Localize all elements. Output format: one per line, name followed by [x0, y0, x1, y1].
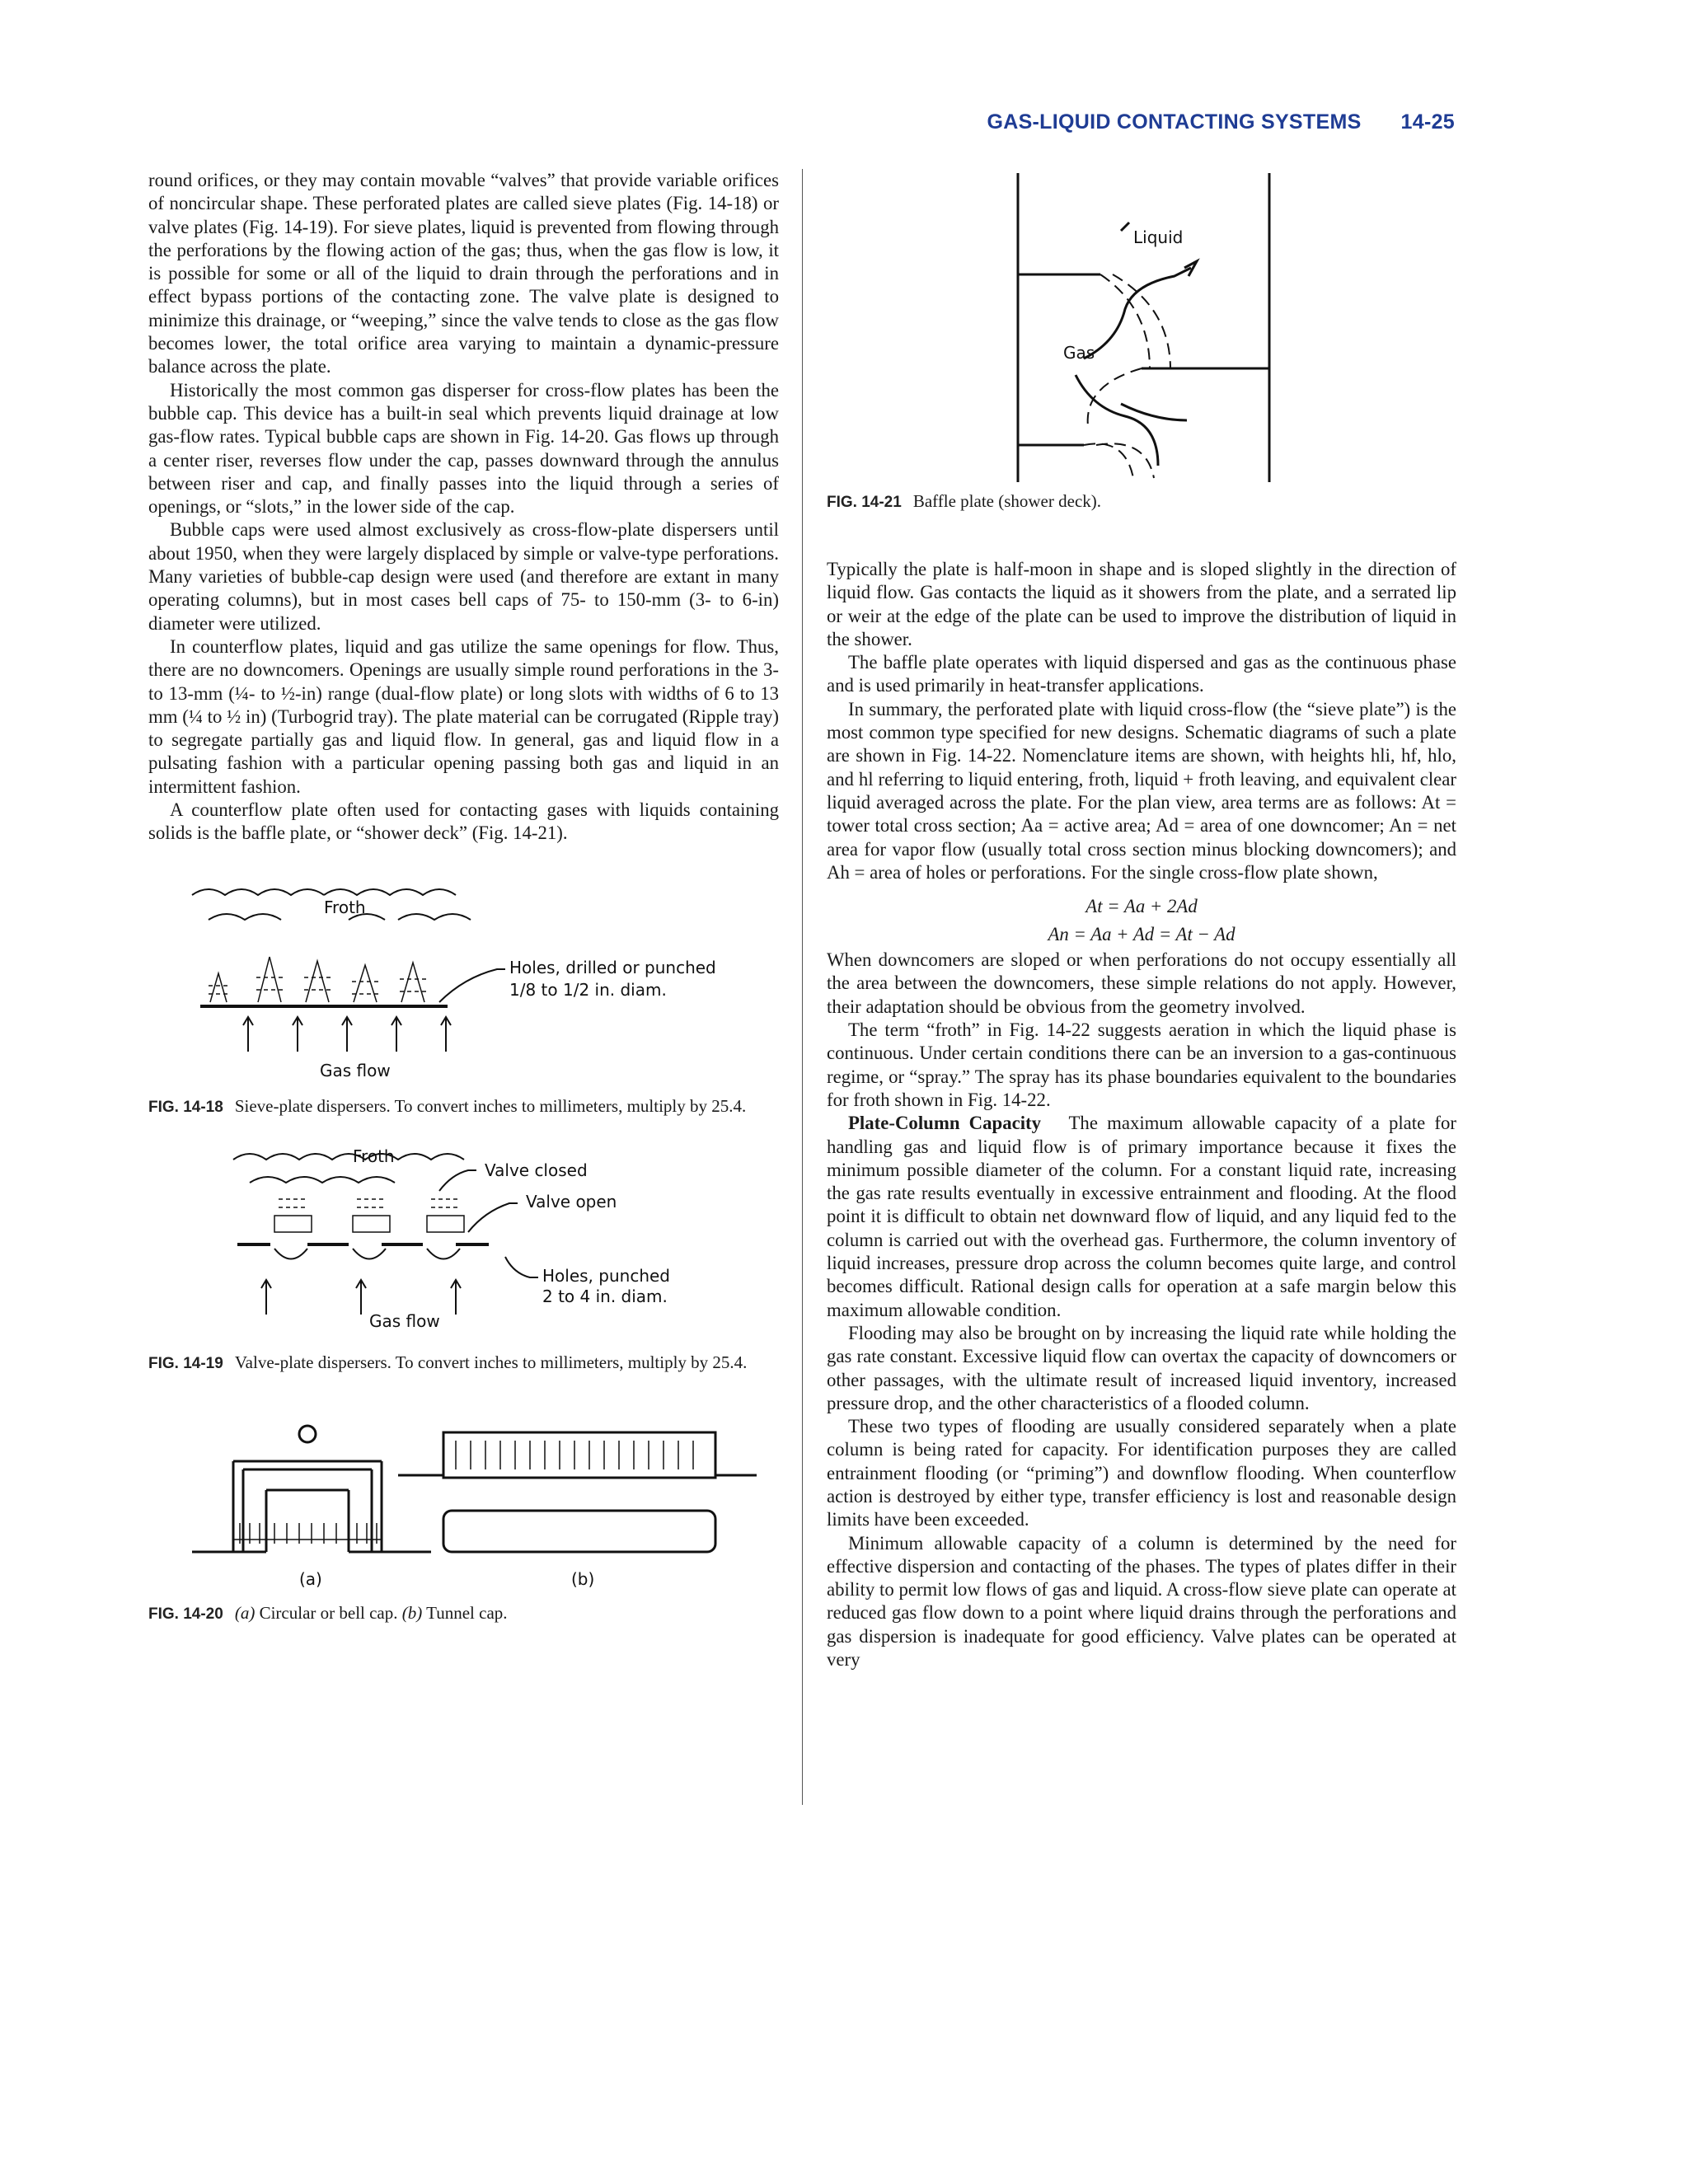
paragraph-text: The maximum allowable capacity of a plate for handling gas and liquid flow is of primary importance because it fixes the minimum possible diameter of the column. For a constant liquid rate, increasing the gas rate results eventually in excessive entrainment and flooding. At the flood point it is difficult to obtain net downward flow of liquid, and any liquid fed to the column is carried out with the overhead gas. Furthermore, the column inventory of liquid increases, pressure drop across the column becomes quite large, and control becomes difficult. Rational design calls for operation at a safe margin below this maximum allowable condition.: [827, 1113, 1456, 1320]
caption-text: Baffle plate (shower deck).: [912, 491, 1102, 511]
caption-part-b: (b): [401, 1602, 423, 1623]
paragraph: When downcomers are sloped or when perforations do not occupy essentially all the area between the downcomers, these simple relations do not apply. However, their adaptation should be obvious from the geometry involved.: [827, 949, 1456, 1017]
paragraph: Historically the most common gas disperser for cross-flow plates has been the bubble cap. This device has a built-in seal which prevents liquid drainage at low gas-flow rates. Typical bubble caps are shown in Fig. 14-20. Gas flows up through a center riser, reverses flow under the cap, passes downward through the annulus between riser and cap, and finally passes into the liquid through a series of openings, or “slots,” in the lower side of the cap.: [148, 379, 779, 518]
sub-label-a: (a): [298, 1568, 322, 1589]
paragraph: Typically the plate is half-moon in shape and is sloped slightly in the direction of liquid flow. Gas contacts the liquid as it showers from the plate, and a serrated lip or weir at the edge of the plate can be used to improve the distribution of liquid in the shower.: [827, 559, 1456, 649]
paragraph: Bubble caps were used almost exclusively as cross-flow-plate dispersers until about 1950, when they were largely displaced by simple or valve-type perforations. Many varieties of bubble-cap design were used (and therefore are extant in many operating columns), but in most cases bell caps of 75- to 150-mm (3- to 6-in) diameter were utilized.: [148, 519, 779, 634]
paragraph: round orifices, or they may contain movable “valves” that provide variable orifices of noncircular shape. These perforated plates are called sieve plates (Fig. 14-18) or valve plates (Fig. 14-19). For sieve plates, liquid is prevented from flowing through the perforations by the flowing action of the gas; thus, when the gas flow is low, it is possible for some or all of the liquid to drain through the perforations and in effect bypass portions of the contacting zone. The valve plate is designed to minimize this drainage, or “weeping,” since the valve tends to close as the gas flow becomes lower, the total orifice area varying to maintain a dynamic-pressure balance across the plate.: [148, 170, 779, 377]
valve-closed-label: Valve closed: [484, 1160, 588, 1180]
paragraph: Minimum allowable capacity of a column is determined by the need for effective dispersion and contacting of the phases. The types of plates differ in their ability to permit low flows of gas and liquid. A cross-flow sieve plate can operate at reduced gas flow down to a point where liquid drains through the perforations and gas dispersion is inadequate for good efficiency. Valve plates can be operated at very: [827, 1532, 1456, 1671]
figure-caption: [148, 1602, 779, 1625]
figure-caption: [827, 490, 1456, 513]
left-column: [148, 169, 779, 1625]
figure-caption: [148, 1095, 779, 1118]
figure-label: FIG. 14-21: [827, 494, 902, 511]
figure-label: FIG. 14-18: [148, 1098, 223, 1116]
froth-label: Froth: [323, 897, 366, 917]
liquid-label: Liquid: [1133, 227, 1184, 247]
caption-text-b: Tunnel cap.: [426, 1602, 508, 1623]
caption-text: Valve-plate dispersers. To convert inches to millimeters, multiply by 25.4.: [234, 1352, 748, 1372]
holes-label: Holes, drilled or punched: [509, 957, 716, 977]
froth-label: Froth: [352, 1146, 395, 1166]
right-column: [827, 169, 1456, 1671]
paragraph: In counterflow plates, liquid and gas utilize the same openings for flow. Thus, there are no downcomers. Openings are usually simple round perforations in the 3- to 13-mm (¼- to ½-in) range (dual-flow plate) or long slots with widths of 6 to 13 mm (¼ to ½ in) (Turbogrid tray). The plate material can be corrugated (Ripple tray) to segregate partially gas and liquid flow. In general, gas and liquid flow in a pulsating fashion with a particular opening passing both gas and liquid in an intermittent fashion.: [148, 635, 779, 797]
page-header: [824, 105, 1455, 138]
valve-open-label: Valve open: [525, 1191, 617, 1212]
gas-flow-label: Gas flow: [319, 1060, 391, 1080]
holes-size-label: 2 to 4 in. diam.: [542, 1286, 668, 1306]
holes-size-label: 1/8 to 1/2 in. diam.: [509, 979, 667, 1000]
sub-label-b: (b): [570, 1568, 594, 1589]
paragraph: These two types of flooding are usually considered separately when a plate column is being rated for capacity. For identification purposes they are called entrainment flooding (or “priming”) and downflow flooding. When counterflow action is destroyed by either type, transfer efficiency is lost and reasonable design limits have been exceeded.: [827, 1416, 1456, 1530]
equation-1: At = Aa + 2Ad: [1085, 896, 1198, 917]
column-divider: [802, 169, 803, 1805]
caption-text: Sieve-plate dispersers. To convert inches to millimeters, multiply by 25.4.: [234, 1095, 747, 1116]
run-in-heading: Plate-Column Capacity: [848, 1113, 1042, 1134]
holes-label: Holes, punched: [542, 1265, 670, 1286]
figure-14-20-bubble-caps: [159, 1399, 769, 1597]
figure-label: FIG. 14-20: [148, 1605, 223, 1623]
paragraph: In summary, the perforated plate with liquid cross-flow (the “sieve plate”) is the most common type specified for new designs. Schematic diagrams of such a plate are shown in Fig. 14-22. Nomenclature items are shown, with heights hli, hf, hlo, and hl referring to liquid entering, froth, liquid + froth leaving, and equivalent clear liquid averaged across the plate. For the plan view, area terms are as follows: At = tower total cross section; Aa = active area; Ad = area of one downcomer; An = net area for vapor flow (usually total cross section minus blocking downcomers); and Ah = area of holes or perforations. For the single cross-flow plate shown,: [827, 698, 1456, 883]
figure-14-18-sieve-plate: [159, 870, 769, 1089]
paragraph: Flooding may also be brought on by increasing the liquid rate while holding the gas rate constant. Excessive liquid flow can overtax the capacity of downcomers or other passages, with the ultimate result of increased liquid inventory, increased pressure drop, and the other characteristics of a flooded column.: [827, 1322, 1456, 1413]
page-number: 14-25: [1400, 110, 1455, 134]
figure-caption: [148, 1352, 779, 1375]
paragraph: The term “froth” in Fig. 14-22 suggests aeration in which the liquid phase is continuous. Under certain conditions there can be an inversion to a gas-continuous regime, or “spray.” The spray has its phase boundaries equivalent to the boundaries for froth shown in Fig. 14-22.: [827, 1019, 1456, 1110]
equation-2: An = Aa + Ad = At − Ad: [1048, 924, 1236, 945]
paragraph: The baffle plate operates with liquid dispersed and gas as the continuous phase and is used primarily in heat-transfer applications.: [827, 652, 1456, 696]
gas-label: Gas: [1063, 343, 1095, 363]
paragraph: [827, 1112, 1456, 1322]
paragraph: A counterflow plate often used for contacting gases with liquids containing solids is the baffle plate, or “shower deck” (Fig. 14-21).: [148, 799, 779, 844]
figure-14-21-baffle-plate: [985, 169, 1298, 482]
caption-text-a: Circular or bell cap.: [259, 1602, 398, 1623]
figure-label: FIG. 14-19: [148, 1354, 223, 1372]
figure-14-19-valve-plate: [159, 1141, 769, 1343]
running-title: GAS-LIQUID CONTACTING SYSTEMS: [987, 110, 1362, 134]
caption-part-a: (a): [234, 1602, 256, 1623]
gas-flow-label: Gas flow: [368, 1310, 440, 1331]
